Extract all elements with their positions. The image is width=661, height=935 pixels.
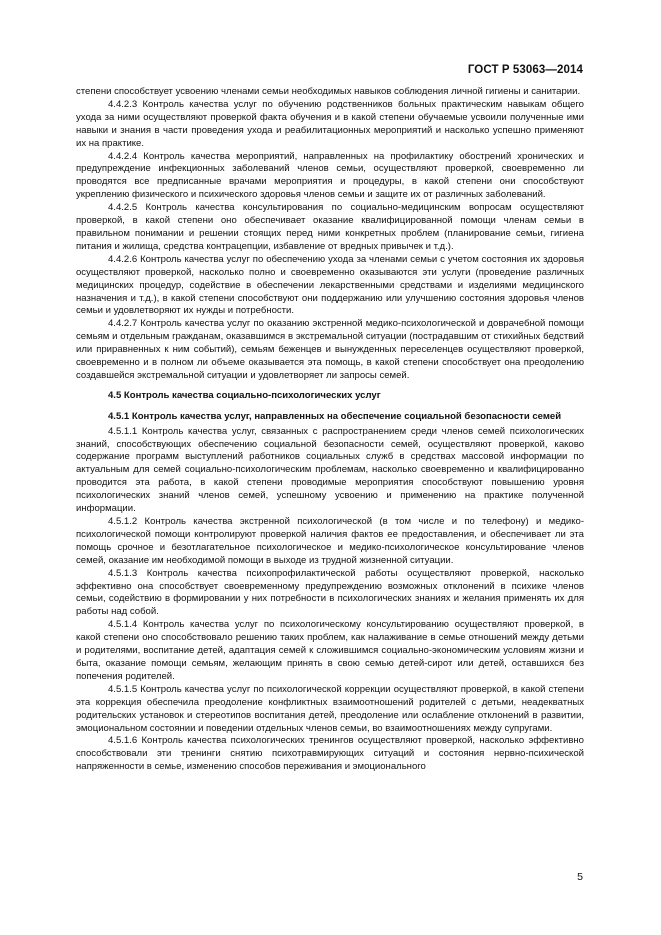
paragraph-4-5-1-6: 4.5.1.6 Контроль качества психологических тренингов осуществляют проверкой, насколько эффективно способствовали эти тренинги снятию психотравмирующих ситуаций и состояния нервно-психической напряженности в семье, изменению способов переживания и эмоционального [76, 735, 584, 773]
paragraph-4-4-2-4: 4.4.2.4 Контроль качества мероприятий, направленных на профилактику обострений хронических и предупреждение инфекционных заболеваний членов семьи, осуществляют проверкой, своевременно ли проводятся все предписанные врачами мероприятия и процедуры, в какой степени они способствуют укреплению физического и психического здоровья членов семьи и защите их от различных заболеваний. [76, 150, 584, 201]
document-body [76, 86, 584, 774]
paragraph-4-5-1-5: 4.5.1.5 Контроль качества услуг по психологической коррекции осуществляют проверкой, в какой степени эта коррекция обеспечила преодоление конфликтных взаимоотношений родителей с детьми, неадекватных родительских установок и стереотипов воспитания детей, преодоление или ослабление отклонений в развитии, эмоциональном состоянии и поведении отдельных членов семьи, во взаимоотношениях между супругами. [76, 683, 584, 734]
subsection-heading-4-5-1: 4.5.1 Контроль качества услуг, направленных на обеспечение социальной безопасности семей [108, 410, 562, 422]
paragraph-4-5-1-3: 4.5.1.3 Контроль качества психопрофилактической работы осуществляют проверкой, насколько эффективно она способствует своевременному предупреждению возможных отклонений в психике членов семьи, содействию в формировании у них потребности в психологических знаниях и желания применять их для работы над собой. [76, 567, 584, 618]
page-number: 5 [577, 871, 583, 883]
standard-number: ГОСТ Р 53063—2014 [467, 64, 583, 76]
section-heading-4-5: 4.5 Контроль качества социально-психологических услуг [108, 389, 381, 401]
paragraph-4-5-1-4: 4.5.1.4 Контроль качества услуг по психологическому консультированию осуществляют проверкой, в какой степени оно способствовало решению таких проблем, как налаживание в семье отношений между детьми и родителями, воспитание детей, адаптация семей к сложившимся социально-экономическим условиям жизни и быта, оказание помощи семьям, желающим принять в свою семью детей-сирот или детей, оставшихся без попечения родителей. [76, 619, 584, 682]
paragraph-4-4-2-5: 4.4.2.5 Контроль качества консультирования по социально-медицинским вопросам осуществляют проверкой, в какой степени оно обеспечивает оказание квалифицированной помощи членам семьи в правильном понимании и решении стоящих перед ними конкретных проблем (планирование семьи, гигиена питания и жилища, средства контрацепции, избавление от вредных привычек и т.д.). [76, 202, 584, 252]
paragraph-4-4-2-7: 4.4.2.7 Контроль качества услуг по оказанию экстренной медико-психологической и доврачебной помощи семьям и отдельным гражданам, оказавшимся в экстремальной ситуации (пострадавшим от стихийных бедствий или приравненных к ним событий), семьям беженцев и вынужденных переселенцев осуществляют проверкой, своевременно и в полном ли объеме оказывается эта помощь, в какой степени способствует она преодолению создавшейся экстремальной ситуации и удовлетворяет ли запросы семей. [76, 318, 584, 381]
paragraph-4-5-1-2: 4.5.1.2 Контроль качества экстренной психологической (в том числе и по телефону) и медико-психологической помощи контролируют проверкой наличия фактов ее предоставления, и обеспечивает ли эта помощь срочное и безотлагательное психологическое и медико-психологическое консультирование членов семей, оказание им необходимой помощи в выходе из трудной жизненной ситуации. [76, 516, 584, 566]
paragraph-continuation: степени способствует усвоению членами семьи необходимых навыков соблюдения личной гигиены и санитарии. [76, 86, 581, 97]
paragraph-4-4-2-6: 4.4.2.6 Контроль качества услуг по обеспечению ухода за членами семьи с учетом состояния их здоровья осуществляют проверкой, насколько полно и своевременно оказываются эти услуги (проведение различных медицинских процедур, содействие в обеспечении лекарственными средствами и изделиями медицинского назначения и т.д.), в какой степени способствуют они поддержанию или улучшению состояния здоровья членов семьи и удовлетворяют их нужды и потребности. [76, 253, 584, 317]
paragraph-4-5-1-1: 4.5.1.1 Контроль качества услуг, связанных с распространением среди членов семей психологических знаний, способствующих обеспечению социальной безопасности семей, осуществляют проверкой, каково содержание программ выступлений работников социальных служб в средствах массовой информации по актуальным для семей социально-психологическим проблемам, насколько своевременно и квалифицированно проводится эта работа, в какой степени проводимые мероприятия способствуют повышению уровня психологических знаний членов семей, успешному усвоению и применению на практике полученной информации. [76, 425, 584, 515]
paragraph-4-4-2-3: 4.4.2.3 Контроль качества услуг по обучению родственников больных практическим навыкам общего ухода за ними осуществляют проверкой факта обучения и в какой степени обучаемые усвоили полученные ими навыки и знания в части проведения ухода и реабилитационных мероприятий и насколько успешно применяют их на практике. [76, 98, 584, 149]
